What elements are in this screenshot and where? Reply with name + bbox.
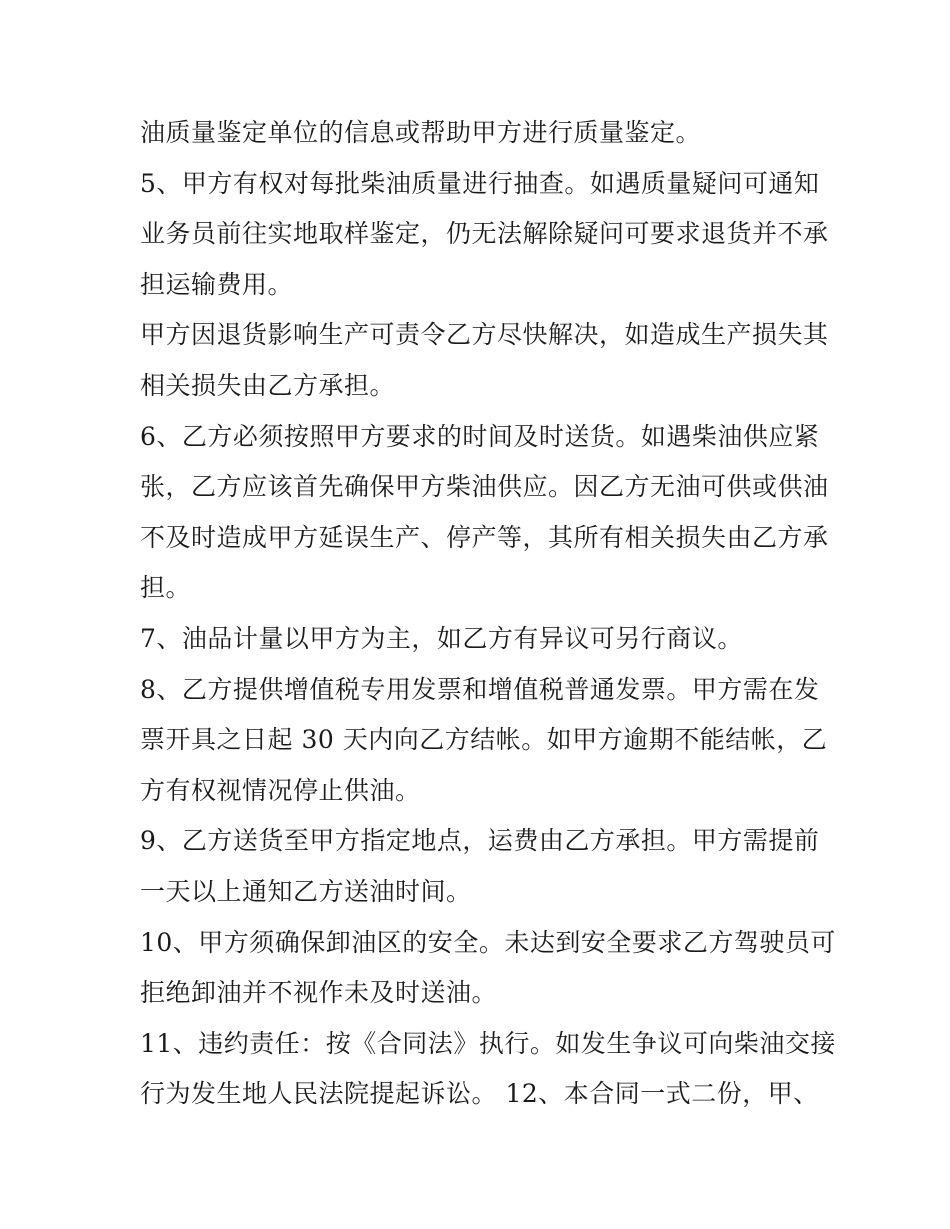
text-line: 甲方因退货影响生产可责令乙方尽快解决，如造成生产损失其	[140, 320, 829, 350]
text-line: 拒绝卸油并不视作未及时送油。	[140, 978, 498, 1008]
text-line: 6、乙方必须按照甲方要求的时间及时送货。如遇柴油供应紧	[140, 421, 820, 451]
text-line: 11、违约责任：按《合同法》执行。如发生争议可向柴油交接	[140, 1028, 836, 1058]
text-line: 8、乙方提供增值税专用发票和增值税普通发票。甲方需在发	[140, 674, 820, 704]
text-line: 票开具之日起 30 天内向乙方结帐。如甲方逾期不能结帐，乙	[140, 725, 828, 755]
text-line: 行为发生地人民法院提起诉讼。 12、本合同一式二份，甲、	[140, 1079, 819, 1109]
document-body	[140, 108, 836, 1120]
text-line: 10、甲方须确保卸油区的安全。未达到安全要求乙方驾驶员可	[140, 927, 836, 957]
text-line: 5、甲方有权对每批柴油质量进行抽查。如遇质量疑问可通知	[140, 168, 820, 198]
text-line: 相关损失由乙方承担。	[140, 370, 396, 400]
text-line: 张，乙方应该首先确保甲方柴油供应。因乙方无油可供或供油	[140, 472, 829, 502]
text-line: 担运输费用。	[140, 269, 294, 299]
text-line: 业务员前往实地取样鉴定，仍无法解除疑问可要求退货并不承	[140, 219, 829, 249]
text-line: 一天以上通知乙方送油时间。	[140, 876, 472, 906]
text-line: 担。	[140, 573, 192, 603]
text-line: 9、乙方送货至甲方指定地点，运费由乙方承担。甲方需提前	[140, 826, 820, 856]
text-line: 7、油品计量以甲方为主，如乙方有异议可另行商议。	[140, 623, 743, 653]
text-line: 方有权视情况停止供油。	[140, 775, 421, 805]
text-line: 不及时造成甲方延误生产、停产等，其所有相关损失由乙方承	[140, 522, 829, 552]
text-line: 油质量鉴定单位的信息或帮助甲方进行质量鉴定。	[140, 118, 702, 147]
